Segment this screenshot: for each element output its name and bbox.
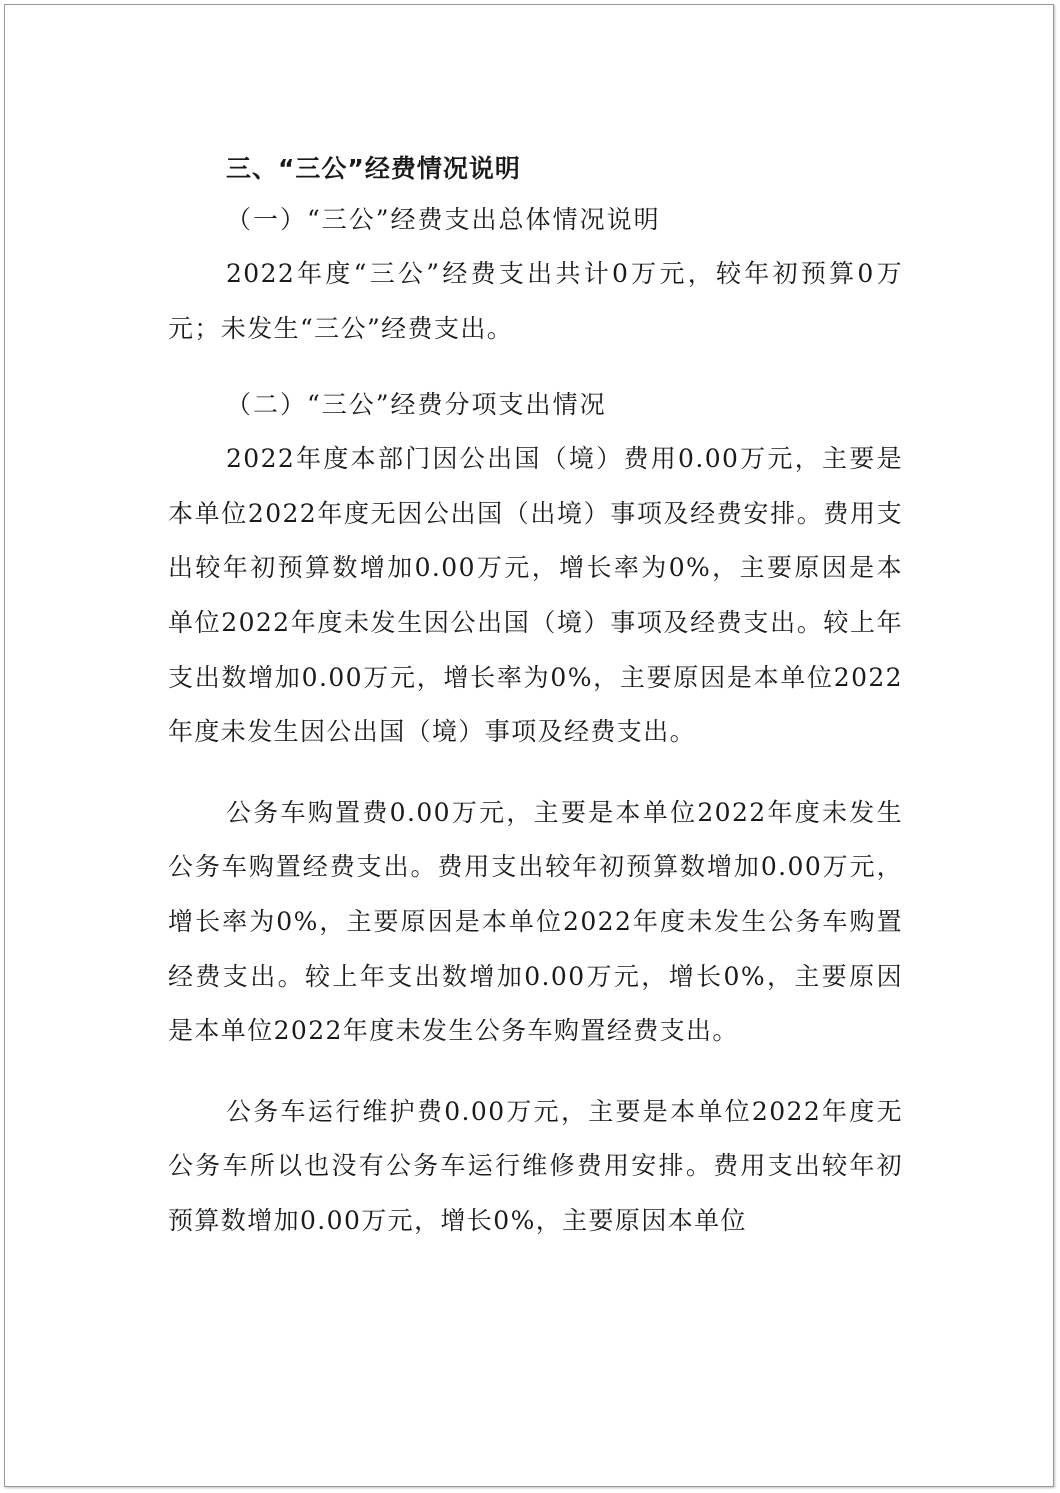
overall-summary-paragraph: 2022年度“三公”经费支出共计0万元，较年初预算0万元；未发生“三公”经费支出。 — [168, 259, 903, 343]
vehicle-maintenance-paragraph: 公务车运行维护费0.00万元，主要是本单位2022年度无公务车所以也没有公务车运行维修费用安排。费用支出较年初预算数增加0.00万元，增长0%，主要原因本单位 — [168, 1096, 903, 1235]
spacer — [168, 760, 903, 786]
spacer — [168, 1059, 903, 1085]
vehicle-purchase-paragraph: 公务车购置费0.00万元，主要是本单位2022年度未发生公务车购置经费支出。费用支出较年初预算数增加0.00万元，增长率为0%，主要原因是本单位2022年度未发生公务车购置经费支出。较上年支出数增加0.00万元，增长0%，主要原因是本单位2022年度未发生公务车购置经费支出。 — [168, 797, 903, 1046]
spacer — [168, 356, 903, 378]
overseas-travel-paragraph: 2022年度本部门因公出国（境）费用0.00万元，主要是本单位2022年度无因公出国（出境）事项及经费安排。费用支出较年初预算数增加0.00万元，增长率为0%，主要原因是本单位2022年度未发生因公出国（境）事项及经费支出。较上年支出数增加0.00万元，增长率为0%，主要原因是本单位2022年度未发生因公出国（境）事项及经费支出。 — [168, 444, 903, 747]
document-page — [4, 4, 1054, 1487]
subsection-2-title: （二）“三公”经费分项支出情况 — [226, 390, 607, 420]
subsection-1-title: （一）“三公”经费支出总体情况说明 — [226, 205, 661, 234]
section-title: 三、“三公”经费情况说明 — [226, 154, 521, 183]
document-content — [168, 145, 903, 1249]
